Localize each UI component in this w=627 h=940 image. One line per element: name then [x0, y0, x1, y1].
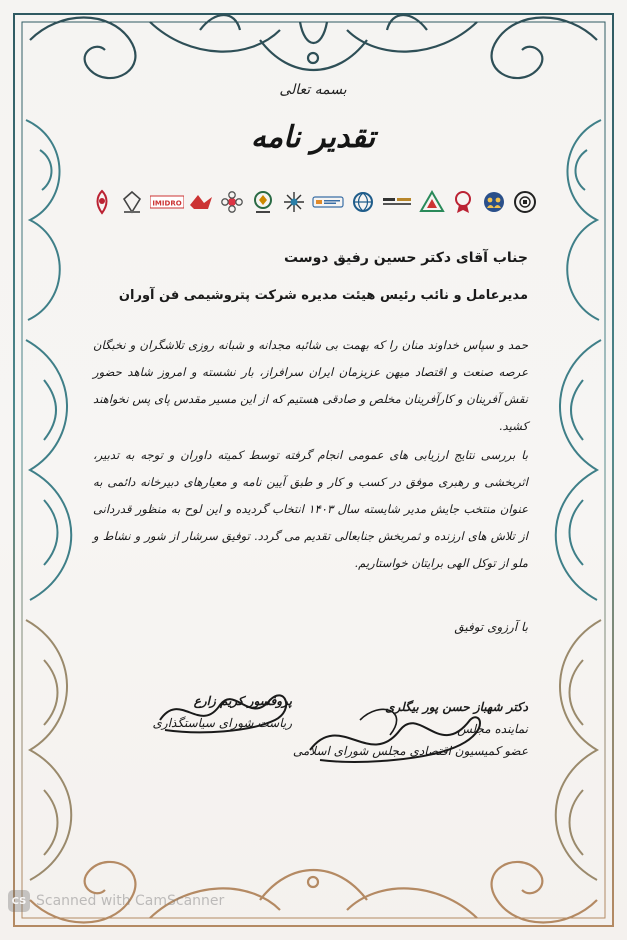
signer-right-block: [288, 696, 528, 762]
signer-left-title-1: ریاست شورای سیاستگذاری: [152, 716, 292, 730]
signer-right-title-2: عضو کمیسیون اقتصادی مجلس شورای اسلامی: [292, 744, 528, 758]
recipient-position: مدیرعامل و نائب رئیس هیئت مدیره شرکت پتروشیمی فن آوران: [118, 288, 528, 303]
emblem-logo: [88, 187, 115, 217]
circle-logo: [511, 187, 538, 217]
imidro-logo: [150, 187, 184, 217]
signer-right-title-1: نماینده مجلس: [457, 722, 528, 736]
camscanner-icon: CS: [8, 890, 30, 912]
chamber-logo: [250, 187, 277, 217]
signer-left-block: [102, 690, 292, 734]
globe-logo: [349, 187, 376, 217]
brand-logo: [311, 187, 345, 217]
body-paragraph-2: با بررسی نتایج ارزیابی های عمومی انجام گرفته توسط کمیته داوران و توجه به تدبیر، اثربخشی و رهبری موفق در کسب و کار و طبق آیین نامه و معیارهای دبیرخانه دائمی به عنوان منتخب جایش مدیر شایسته سال ۱۴۰۳ انتخاب گردیده و این لوح به منظور قدردانی از تلاش های ارزنده و ثمربخش جنابعالی تقدیم می گردد. توفیق سرشار از شور و نشاط و ملو از توکل الهی برایتان خواستاریم.: [93, 448, 528, 570]
scanner-watermark: [8, 890, 224, 912]
certificate-title: تقدیر نامه: [250, 120, 376, 155]
triangle-logo: [418, 187, 445, 217]
imidro-wordmark: IMIDRO: [152, 199, 182, 208]
sponsor-logos-row: [88, 184, 538, 220]
body-paragraph-1: حمد و سپاس خداوند منان را که بهمت بی شائبه مجدانه و شبانه روزی تلاشگران و نخبگان عرصه صنعت و اقتصاد میهن عزیزمان ایران سرافراز، بار نشسته و امروز شاهد حضور نقش آفرینان و کارآفرینان مخلص و صادقی هستیم که از این مسیر مقدس پای پس نخواهند کشید.: [93, 338, 528, 433]
closing-salutation: با آرزوی توفیق: [454, 620, 528, 634]
watermark-text: Scanned with CamScanner: [36, 893, 225, 909]
signer-right-name: دکتر شهباز حسن پور بیگلری: [385, 700, 528, 714]
flower-logo: [219, 187, 246, 217]
radial-logo: [281, 187, 308, 217]
ministry-logo: [119, 187, 146, 217]
signer-left-name: پروفسور کریم زارع: [193, 694, 292, 708]
wordmark-logo: [380, 187, 414, 217]
award-logo: [449, 187, 476, 217]
basmala-heading: بسمه تعالی: [279, 82, 347, 98]
people-logo: [480, 187, 507, 217]
recipient-name: جناب آقای دکتر حسین رفیق دوست: [284, 250, 528, 266]
red-emblem-logo: [188, 187, 215, 217]
